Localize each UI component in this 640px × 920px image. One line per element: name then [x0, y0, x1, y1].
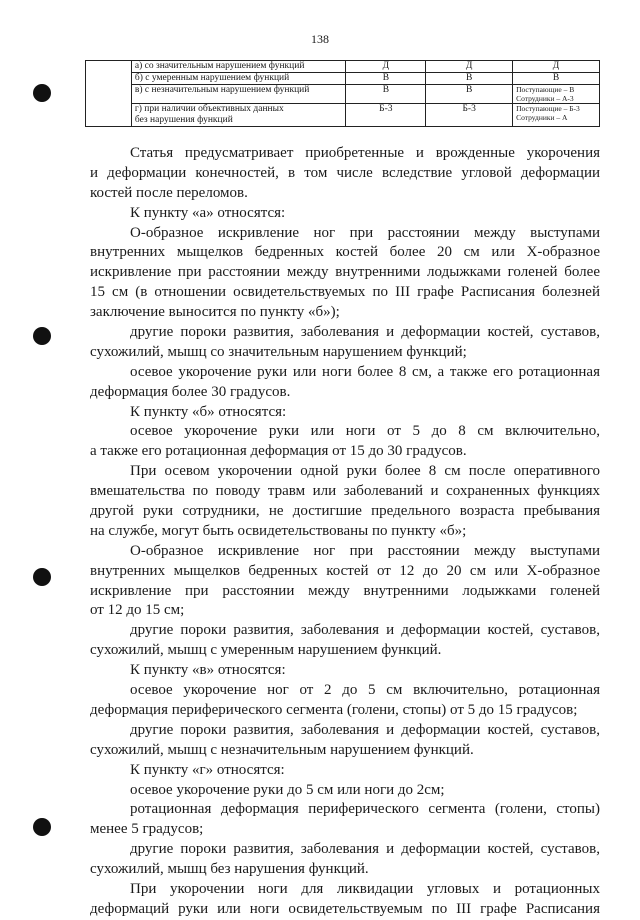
text-line: При укорочении ноги для ликвидации угловых и ротационных	[130, 880, 600, 897]
text-line: менее 5 градусов;	[90, 821, 204, 838]
text-line: деформация периферического сегмента (голени, стопы) от 5 до 15 градусов;	[90, 701, 578, 718]
text-line: вмешательства по поводу травм или заболеваний и сохраненных функциях	[90, 483, 600, 500]
table-grade-cell: Поступающие – В Сотрудники – А-3	[513, 85, 600, 104]
text-line: О-образное искривление ног при расстоянии между выступами	[130, 542, 600, 559]
table-row	[86, 85, 600, 104]
article-text	[90, 144, 600, 920]
text-line: искривление при расстоянии между внутренними лодыжками голеней более	[90, 264, 600, 281]
text-line: ротационная деформация периферического сегмента (голени, стопы)	[130, 801, 600, 818]
text-line: сухожилий, мышц со значительным нарушением функций;	[90, 343, 467, 360]
table-blank-cell	[86, 61, 132, 127]
text-line: другие пороки развития, заболевания и деформации костей, суставов,	[130, 622, 600, 639]
table-row-label: г) при наличии объективных данных без нарушения функций	[131, 104, 346, 127]
text-line: О-образное искривление ног при расстоянии между выступами	[130, 224, 600, 241]
text-line: 15 см (в отношении освидетельствуемых по III графе Расписания болезней	[90, 284, 600, 301]
binder-hole	[33, 327, 51, 345]
table-grade-cell: Д	[426, 61, 513, 73]
table-grade-cell: В	[346, 85, 426, 104]
text-line: сухожилий, мышц с умеренным нарушением функций.	[90, 642, 442, 659]
text-line: от 12 до 15 см;	[90, 602, 185, 619]
text-line: деформаций руки или ноги освидетельствуемым по III графе Расписания	[90, 900, 600, 917]
text-line: осевое укорочение руки или ноги более 8 см, а также его ротационная	[130, 363, 600, 380]
text-line: При осевом укорочении одной руки более 8 см после оперативного	[130, 463, 600, 480]
text-line: костей после переломов.	[90, 184, 248, 201]
text-line: деформация более 30 градусов.	[90, 383, 291, 400]
table-row	[86, 104, 600, 127]
table-row-label: в) с незначительным нарушением функций	[131, 85, 346, 104]
table-grade-cell: В	[426, 73, 513, 85]
table-row	[86, 61, 600, 73]
text-line: осевое укорочение руки до 5 см или ноги до 2см;	[130, 781, 445, 798]
text-line: другие пороки развития, заболевания и деформации костей, суставов,	[130, 721, 600, 738]
table-row	[86, 73, 600, 85]
table-grade-cell: Д	[346, 61, 426, 73]
binder-hole	[33, 568, 51, 586]
text-line: К пункту «г» относятся:	[130, 761, 285, 778]
table-grade-cell: В	[513, 73, 600, 85]
text-line: К пункту «в» относятся:	[130, 662, 286, 679]
text-line: другие пороки развития, заболевания и деформации костей, суставов,	[130, 324, 600, 341]
binder-hole	[33, 84, 51, 102]
table-grade-cell: В	[346, 73, 426, 85]
text-line: осевое укорочение руки или ноги от 5 до 8 см включительно,	[130, 423, 600, 440]
binder-hole	[33, 818, 51, 836]
text-line: сухожилий, мышц с незначительным нарушением функций.	[90, 741, 474, 758]
text-line: заключение выносится по пункту «б»);	[90, 304, 340, 321]
text-line: и деформации конечностей, в том числе вследствие угловой деформации	[90, 164, 600, 181]
category-table	[85, 60, 600, 127]
text-line: сухожилий, мышц без нарушения функций.	[90, 861, 369, 878]
table-grade-cell: В	[426, 85, 513, 104]
table-row-label: а) со значительным нарушением функций	[131, 61, 346, 73]
text-line: внутренних мыщелков бедренных костей от 12 до 20 см или Х-образное	[90, 562, 600, 579]
text-line: другие пороки развития, заболевания и деформации костей, суставов,	[130, 841, 600, 858]
text-line: другой руки сотрудники, не достигшие предельного возраста пребывания	[90, 503, 600, 520]
text-line: К пункту «б» относятся:	[130, 403, 287, 420]
text-line: К пункту «а» относятся:	[130, 204, 286, 221]
table-grade-cell: Б-3	[426, 104, 513, 127]
text-line: внутренних мыщелков бедренных костей более 20 см или Х-образное	[90, 244, 600, 261]
table-grade-cell: Б-3	[346, 104, 426, 127]
text-line: а также его ротационная деформация от 15 до 30 градусов.	[90, 443, 467, 460]
text-line: на службе, могут быть освидетельствованы по пункту «б»;	[90, 522, 467, 539]
table-grade-cell: Поступающие – Б-3 Сотрудники – А	[513, 104, 600, 127]
text-line: осевое укорочение ног от 2 до 5 см включительно, ротационная	[130, 682, 600, 699]
table-grade-cell: Д	[513, 61, 600, 73]
page-number: 138	[311, 32, 329, 46]
text-line: искривление при расстоянии между внутренними лодыжками голеней	[90, 582, 600, 599]
text-line: Статья предусматривает приобретенные и врожденные укорочения	[130, 145, 600, 161]
table-row-label: б) с умеренным нарушением функций	[131, 73, 346, 85]
